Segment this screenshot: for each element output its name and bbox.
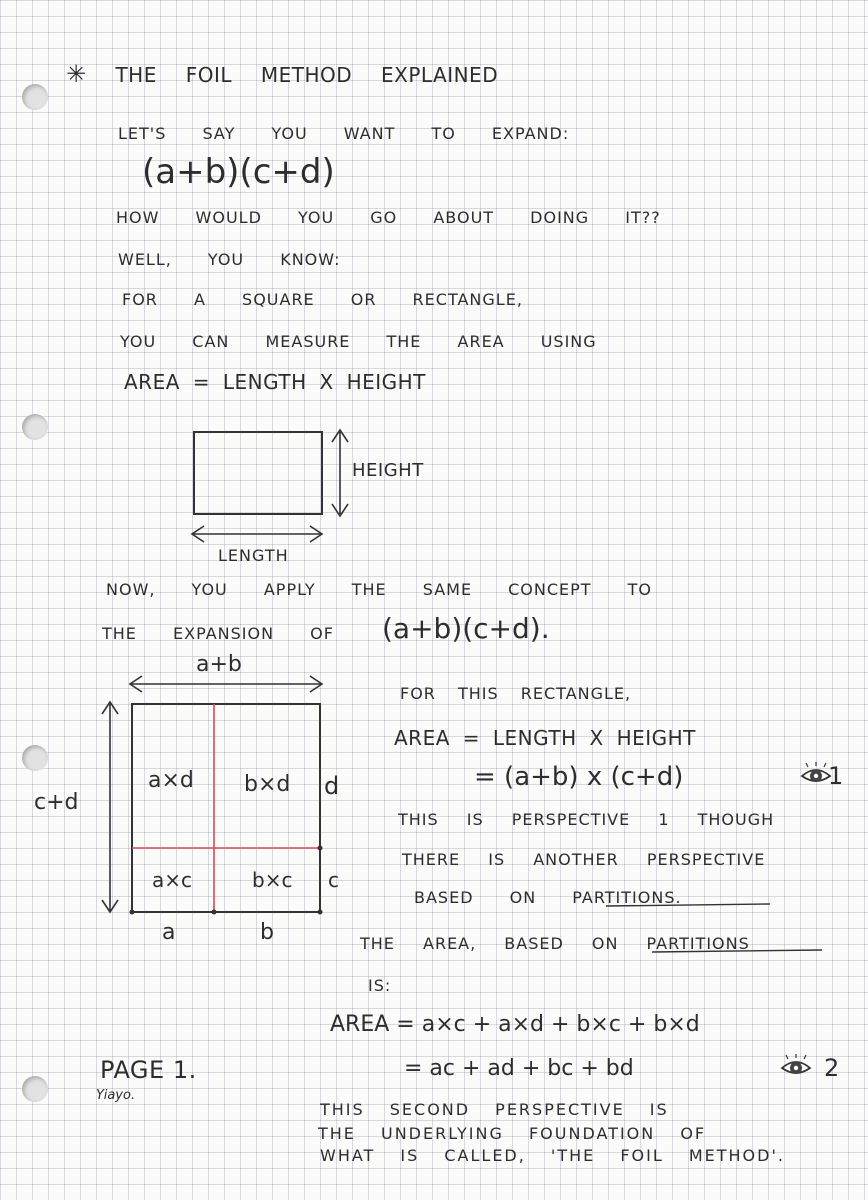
height-label: HEIGHT: [352, 460, 424, 481]
intro-expression: (a+b)(c+d): [142, 152, 335, 192]
perspective1-line-5: THERE IS ANOTHER PERSPECTIVE: [402, 850, 766, 869]
perspective2-line-3: AREA = a×c + a×d + b×c + b×d: [330, 1012, 700, 1037]
signature: Yiayo.: [96, 1088, 136, 1103]
conclusion-line-1: THIS SECOND PERSPECTIVE IS: [320, 1100, 669, 1119]
transition-line-2: THE EXPANSION OF: [102, 624, 334, 643]
page-number: PAGE 1.: [100, 1056, 197, 1084]
right-label-c: c: [328, 868, 339, 892]
top-label: a+b: [196, 652, 242, 677]
cell-axd: a×d: [148, 768, 194, 793]
perspective2-line-4: = ac + ad + bc + bd: [404, 1056, 634, 1081]
side-label: c+d: [34, 790, 79, 815]
intro-line-1: LET'S SAY YOU WANT TO EXPAND:: [118, 124, 570, 143]
perspective1-line-6-prefix: BASED ON: [414, 888, 537, 907]
cell-axc: a×c: [152, 868, 193, 892]
perspective1-line-6: [414, 888, 682, 907]
cell-bxd: b×d: [244, 772, 291, 797]
bottom-label-b: b: [260, 920, 274, 945]
bottom-label-a: a: [162, 920, 176, 945]
perspective1-line-4: THIS IS PERSPECTIVE 1 THOUGH: [398, 810, 775, 829]
intro-line-2: HOW WOULD YOU GO ABOUT DOING IT??: [116, 208, 661, 227]
intro-line-3: WELL, YOU KNOW:: [118, 250, 341, 269]
intro-line-5: YOU CAN MEASURE THE AREA USING: [120, 332, 597, 351]
perspective2-line-1-prefix: THE AREA, BASED ON: [360, 934, 619, 953]
simple-rectangle: [194, 432, 322, 514]
perspective2-marker: 2: [824, 1054, 840, 1082]
eye-icon-2: [780, 1054, 824, 1080]
perspective1-line-1: FOR THIS RECTANGLE,: [400, 684, 632, 703]
perspective2-line-2: IS:: [368, 976, 392, 995]
star-icon: ✳: [66, 60, 87, 88]
perspective1-line-2: AREA = LENGTH X HEIGHT: [394, 726, 696, 750]
intro-line-4: FOR A SQUARE OR RECTANGLE,: [122, 290, 523, 309]
right-label-d: d: [324, 772, 340, 800]
transition-expression: (a+b)(c+d).: [382, 612, 550, 645]
partitions-emphasis-1: PARTITIONS: [572, 888, 676, 907]
partitions-emphasis-2: PARTITIONS: [646, 934, 750, 953]
perspective1-line-6-suffix: .: [675, 888, 682, 907]
area-formula: AREA = LENGTH X HEIGHT: [124, 370, 426, 394]
page-title: THE FOIL METHOD EXPLAINED: [115, 63, 499, 87]
transition-line-1: NOW, YOU APPLY THE SAME CONCEPT TO: [106, 580, 653, 599]
perspective2-line-1: [360, 934, 750, 953]
perspective1-line-3: = (a+b) x (c+d): [474, 762, 684, 792]
conclusion-line-3: WHAT IS CALLED, 'THE FOIL METHOD'.: [320, 1146, 785, 1165]
cell-bxc: b×c: [252, 868, 293, 892]
conclusion-line-2: THE UNDERLYING FOUNDATION OF: [318, 1124, 707, 1143]
length-label: LENGTH: [218, 546, 289, 565]
perspective1-marker: 1: [828, 762, 844, 790]
